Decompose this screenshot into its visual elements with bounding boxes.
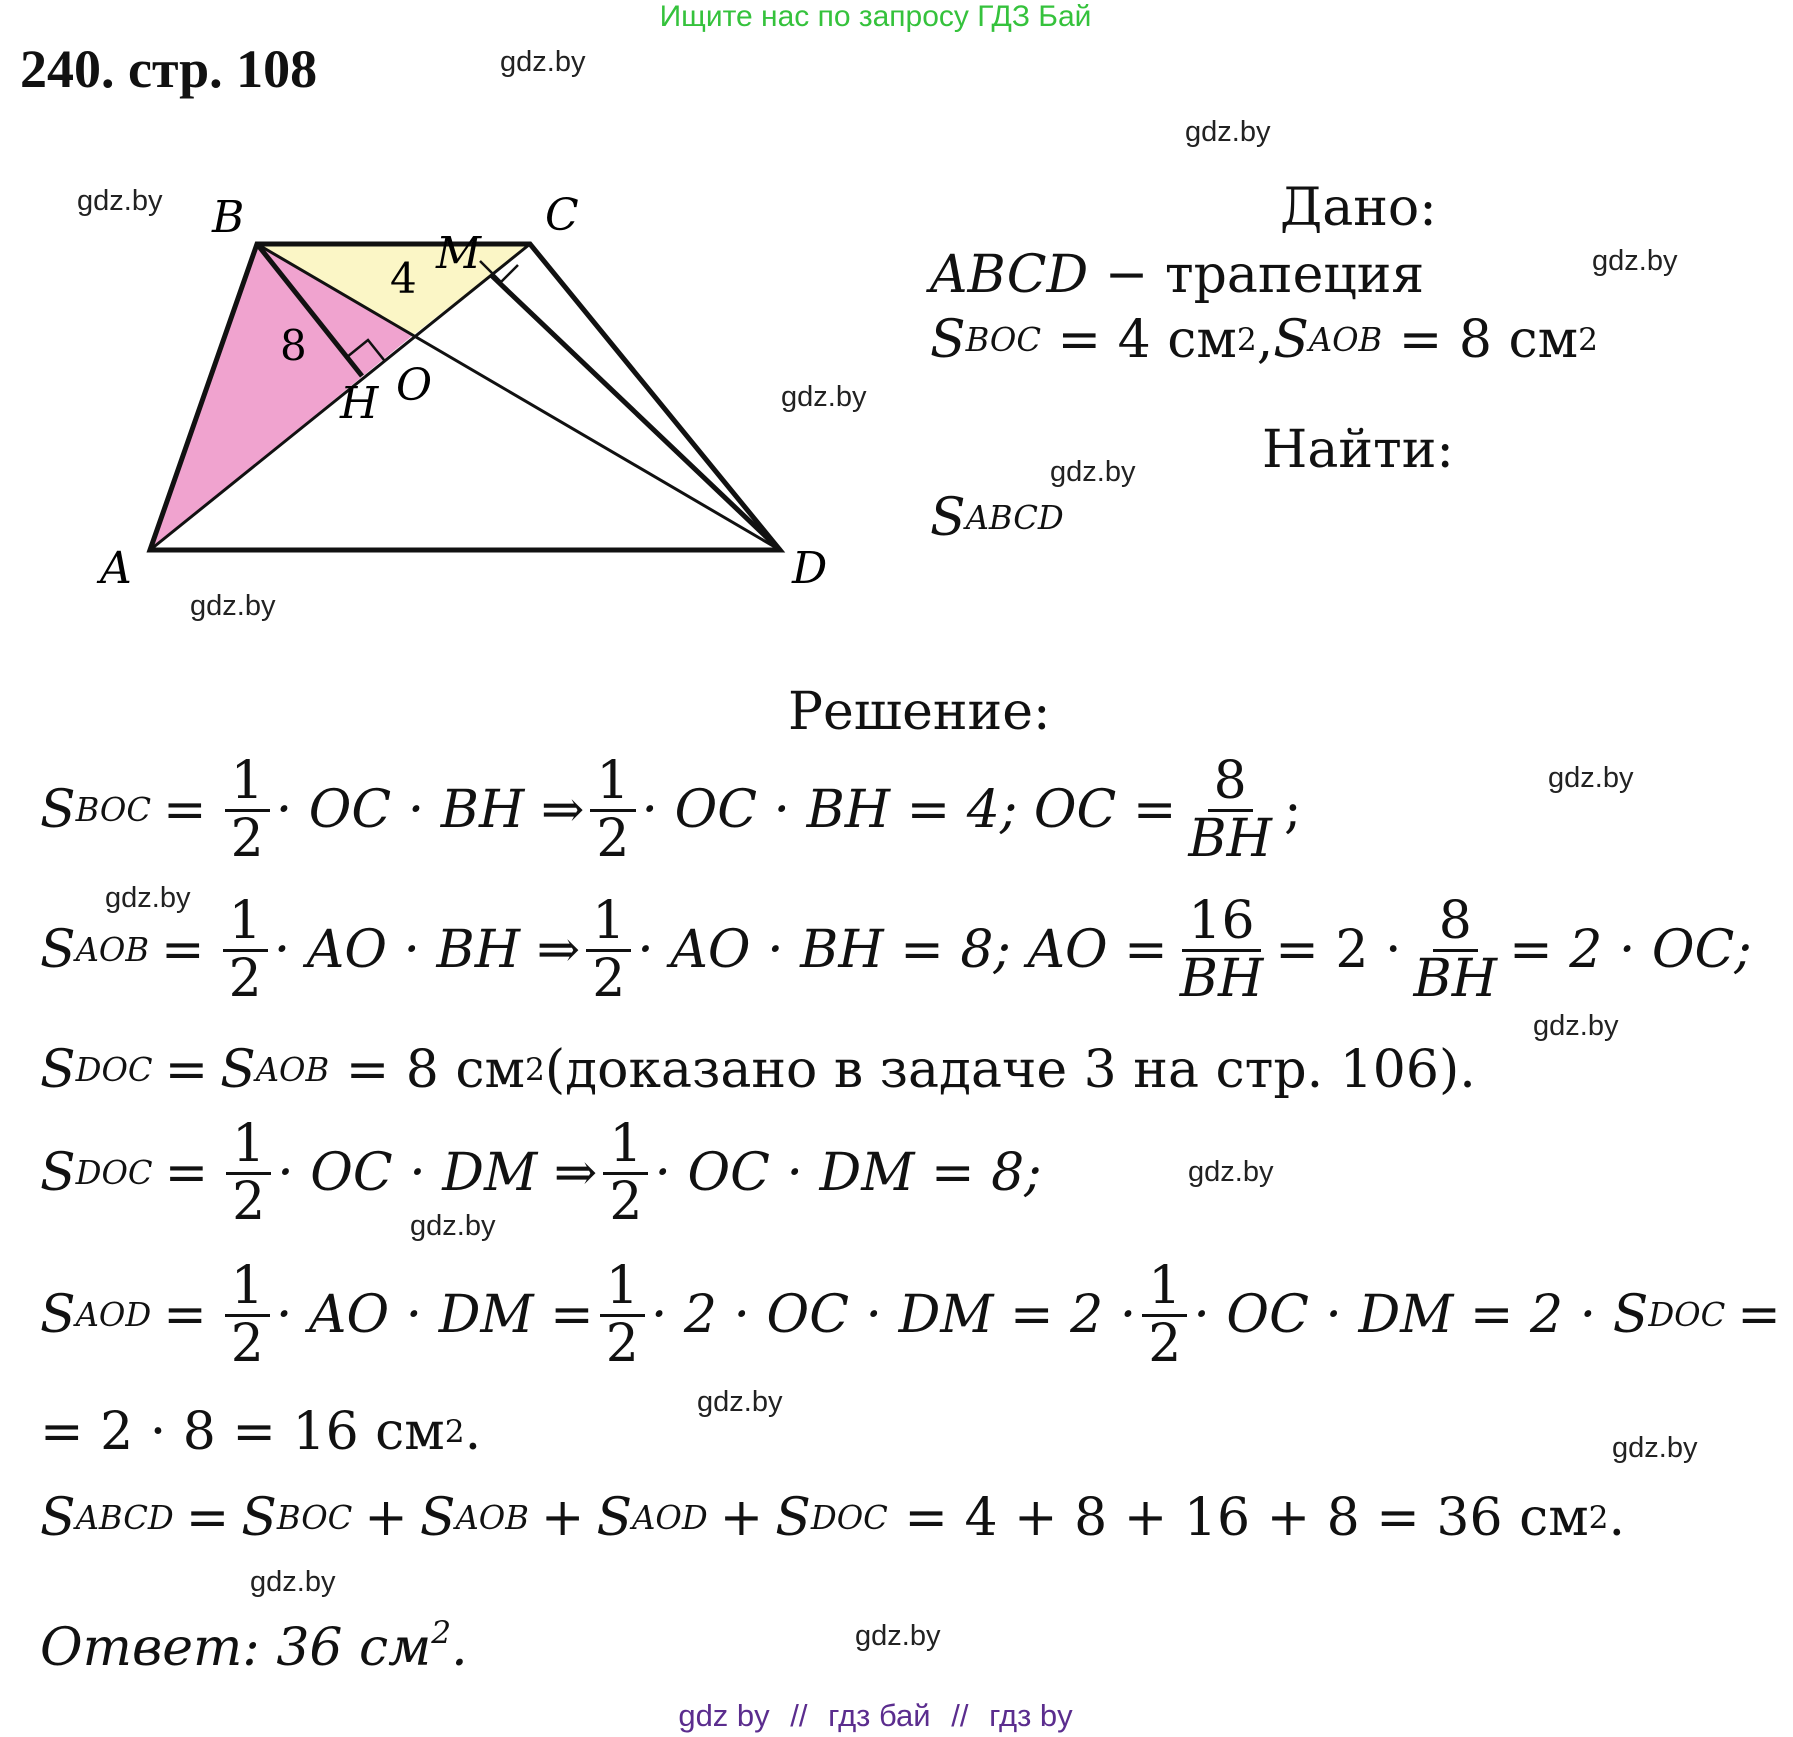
footer-links xyxy=(0,1698,1751,1734)
watermark: gdz.by xyxy=(1548,762,1634,794)
area-symbol: S xyxy=(1612,1285,1649,1345)
superscript-2: 2 xyxy=(431,1615,452,1651)
area-symbol: S xyxy=(930,310,966,370)
subscript-aob: AOB xyxy=(455,1499,529,1537)
subscript-aob: AOB xyxy=(255,1051,330,1089)
area-symbol: S xyxy=(775,1488,811,1548)
watermark: gdz.by xyxy=(1592,245,1678,277)
given-value-boc: = 4 см xyxy=(1057,310,1237,370)
expr: · AO · DM = xyxy=(275,1285,594,1345)
given-line-2 xyxy=(930,310,1598,370)
expr: = 2 · 8 = 16 см xyxy=(40,1402,445,1462)
equals: = xyxy=(163,780,207,840)
watermark: gdz.by xyxy=(1185,116,1271,148)
watermark: gdz.by xyxy=(250,1566,336,1598)
watermark: gdz.by xyxy=(500,46,586,78)
fraction-half: $\frac{1}{2}$ xyxy=(226,1117,271,1229)
subscript-doc: DOC xyxy=(75,1154,153,1192)
plus: + xyxy=(719,1488,764,1548)
label-a: A xyxy=(100,543,132,594)
expr: · AO · BH ⇒ xyxy=(273,920,581,980)
superscript-2: 2 xyxy=(1578,322,1598,358)
watermark: gdz.by xyxy=(855,1620,941,1652)
watermark: gdz.by xyxy=(697,1386,783,1418)
plus: + xyxy=(540,1488,585,1548)
find-line xyxy=(930,488,1064,548)
period: . xyxy=(464,1402,482,1462)
watermark: gdz.by xyxy=(781,381,867,413)
solution-line-2 xyxy=(40,885,1752,1015)
given-value-aob: = 8 см xyxy=(1398,310,1579,370)
given-heading: Дано: xyxy=(1280,178,1437,238)
subscript-aod: AOD xyxy=(75,1296,152,1334)
plus: + xyxy=(364,1488,408,1548)
footer-link-gdz-by[interactable]: gdz by xyxy=(678,1698,770,1733)
area-symbol: S xyxy=(40,920,76,980)
subscript-doc: DOC xyxy=(810,1499,888,1537)
trapezoid-figure xyxy=(0,190,880,620)
fraction-half: $\frac{1}{2}$ xyxy=(1142,1259,1187,1371)
expr: · OC · BH = 4; OC = xyxy=(641,780,1177,840)
expr: · AO · BH = 8; AO = xyxy=(637,920,1168,980)
expr: = 4 + 8 + 16 + 8 = 36 см xyxy=(904,1488,1589,1548)
fraction-8-bh: $\frac{8}{BH}$ xyxy=(1188,750,1272,869)
problem-title: 240. стр. 108 xyxy=(20,39,318,99)
watermark: gdz.by xyxy=(77,185,163,217)
area-symbol: S xyxy=(40,1040,76,1100)
equals: = xyxy=(164,1040,209,1100)
watermark: gdz.by xyxy=(105,882,191,914)
answer-text: Ответ: 36 см xyxy=(40,1617,432,1678)
fraction-half: $\frac{1}{2}$ xyxy=(600,1259,645,1371)
period: . xyxy=(1608,1488,1626,1548)
watermark: gdz.by xyxy=(1533,1010,1619,1042)
area-symbol: S xyxy=(419,1488,456,1548)
watermark: gdz.by xyxy=(410,1210,496,1242)
fraction-half: $\frac{1}{2}$ xyxy=(225,1259,270,1371)
height-dm xyxy=(491,275,780,550)
expr: · 2 · OC · DM = 2 · xyxy=(650,1285,1137,1345)
fraction-8-bh: $\frac{8}{BH}$ xyxy=(1413,890,1498,1009)
subscript-boc: BOC xyxy=(276,1499,353,1537)
label-h: H xyxy=(340,378,379,429)
watermark: gdz.by xyxy=(1188,1156,1274,1188)
note: (доказано в задаче 3 на стр. 106). xyxy=(544,1040,1476,1100)
fraction-16-bh: $\frac{16}{BH}$ xyxy=(1179,890,1264,1009)
expr: = 2 · OC; xyxy=(1509,920,1752,980)
footer-link-gdz-by-cyr[interactable]: гдз by xyxy=(989,1698,1073,1733)
solution-line-5 xyxy=(40,1250,1793,1380)
area-symbol: S xyxy=(40,1143,76,1203)
subscript-doc: DOC xyxy=(1648,1296,1726,1334)
subscript-boc: BOC xyxy=(965,321,1042,359)
area-symbol: S xyxy=(40,1285,76,1345)
label-d: D xyxy=(792,543,828,594)
fraction-half: $\frac{1}{2}$ xyxy=(603,1117,648,1229)
superscript-2: 2 xyxy=(444,1414,465,1450)
fraction-half: $\frac{1}{2}$ xyxy=(590,754,635,866)
area-symbol: S xyxy=(220,1040,256,1100)
given-trapezoid-name: ABCD xyxy=(930,245,1089,305)
equals: = xyxy=(185,1488,230,1548)
fraction-half: $\frac{1}{2}$ xyxy=(223,894,268,1006)
equals: = xyxy=(163,1285,207,1345)
expr: = 2 · xyxy=(1275,920,1402,980)
superscript-2: 2 xyxy=(1236,322,1257,358)
solution-line-1 xyxy=(40,745,1302,875)
footer-link-gdz-bai[interactable]: гдз бай xyxy=(828,1698,931,1733)
semicolon: ; xyxy=(1283,780,1302,840)
subscript-aob: AOB xyxy=(75,931,150,969)
subscript-abcd: ABCD xyxy=(965,499,1064,537)
fraction-half: $\frac{1}{2}$ xyxy=(586,894,631,1006)
given-line-1 xyxy=(930,245,1424,305)
find-heading: Найти: xyxy=(1262,420,1454,480)
given-trapezoid-text: − трапеция xyxy=(1104,245,1425,305)
subscript-doc: DOC xyxy=(75,1051,153,1089)
expr: = 8 см xyxy=(345,1040,525,1100)
expr: · OC · DM ⇒ xyxy=(277,1143,598,1203)
solution-line-4 xyxy=(40,1108,1042,1238)
fraction-half: $\frac{1}{2}$ xyxy=(225,754,270,866)
expr: · OC · BH ⇒ xyxy=(275,780,585,840)
superscript-2: 2 xyxy=(525,1052,545,1088)
solution-line-7 xyxy=(40,1478,1625,1558)
answer xyxy=(40,1615,468,1678)
solution-heading: Решение: xyxy=(788,682,1051,742)
equals: = xyxy=(164,1143,209,1203)
watermark: gdz.by xyxy=(1612,1432,1698,1464)
subscript-aod: AOD xyxy=(632,1499,708,1537)
label-b: B xyxy=(212,192,245,243)
footer-separator: // xyxy=(951,1698,969,1733)
area-label-aob: 8 xyxy=(280,321,307,370)
subscript-aob: AOB xyxy=(1308,321,1383,359)
area-symbol: S xyxy=(40,1488,76,1548)
subscript-abcd: ABCD xyxy=(75,1499,174,1537)
period: . xyxy=(451,1617,468,1678)
comma: , xyxy=(1256,310,1274,370)
area-symbol: S xyxy=(241,1488,277,1548)
watermark: gdz.by xyxy=(1050,456,1136,488)
solution-line-6 xyxy=(40,1392,481,1472)
area-symbol: S xyxy=(1273,310,1309,370)
area-symbol: S xyxy=(930,488,966,548)
footer-separator: // xyxy=(790,1698,808,1733)
expr: · OC · DM = 2 · xyxy=(1193,1285,1597,1345)
watermark: gdz.by xyxy=(190,590,276,622)
label-m: M xyxy=(436,228,482,279)
equals: = xyxy=(1737,1285,1781,1345)
equals: = xyxy=(161,920,205,980)
area-symbol: S xyxy=(40,780,76,840)
expr: · OC · DM = 8; xyxy=(654,1143,1042,1203)
subscript-boc: BOC xyxy=(75,791,152,829)
area-label-boc: 4 xyxy=(390,254,417,303)
top-banner: Ищите нас по запросу ГДЗ Бай xyxy=(659,0,1092,33)
label-o: O xyxy=(396,360,433,411)
superscript-2: 2 xyxy=(1588,1500,1609,1536)
label-c: C xyxy=(545,190,579,241)
solution-line-3 xyxy=(40,1030,1476,1110)
area-symbol: S xyxy=(596,1488,633,1548)
